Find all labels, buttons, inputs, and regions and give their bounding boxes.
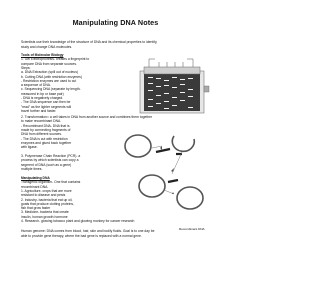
tools-heading: Tools of Molecular Biology bbox=[21, 53, 64, 57]
page-title: Manipulating DNA Notes bbox=[72, 18, 159, 27]
manipulating-line: resistant to disease and pests bbox=[21, 193, 66, 198]
manipulating-line: insulin, human growth hormone bbox=[21, 214, 68, 219]
transformation-line: - Recombinant DNA- DNA that is bbox=[21, 123, 70, 128]
gel-electrophoresis-figure bbox=[131, 56, 213, 116]
tools-line: - The DNA sequence can then be bbox=[21, 100, 71, 105]
pcr-line: multiple times. bbox=[21, 166, 43, 171]
manipulating-line: fish that grow faster bbox=[21, 206, 51, 211]
closing-line: Human genome: DNA comes from blood, hair, skin and bodily fluids. Goal is to one day be bbox=[21, 229, 155, 233]
recombinant-dna-figure bbox=[116, 124, 216, 232]
transformation-line: DNA from different sources. bbox=[21, 132, 63, 137]
manipulating-line: recombinant DNA. bbox=[21, 184, 49, 189]
transformation-line: - The DNA is cut with restriction bbox=[21, 136, 68, 141]
tools-line: a. DNA Extraction (spill out of nucleus) bbox=[21, 70, 79, 75]
tools-line: measured in bp or base pair) bbox=[21, 91, 64, 96]
manipulating-line: Transgenic organism- One that contains bbox=[21, 180, 81, 185]
pcr-line: process by which scientists can copy a bbox=[21, 158, 79, 163]
transformation-line: enzymes and glued back together bbox=[21, 140, 72, 145]
manipulating-line: 3. Medicine- bacteria that create bbox=[21, 210, 69, 215]
tools-line: - Restriction enzymes are used to cut bbox=[21, 78, 77, 83]
manipulating-line: 4. Research- glowing tobacco plant and glowing monkey for cancer research bbox=[21, 219, 135, 223]
intro-line: study and change DNA molecules. bbox=[21, 44, 73, 49]
tools-line: 1. Gel Electrophoresis- creates a fingerprint to bbox=[21, 57, 90, 62]
transformation-line: with ligase. bbox=[21, 145, 38, 150]
tools-line: a sequence of DNA. bbox=[21, 83, 51, 88]
intro-line: Scientists use their knowledge of the structure of DNA and its chemical properties to identify, bbox=[21, 40, 158, 44]
tools-line: b. Cutting DNA (with restriction enzymes) bbox=[21, 74, 82, 79]
pcr-line: segment of DNA (such as a gene) bbox=[21, 162, 72, 167]
tools-line: "read" as the lighter segments will bbox=[21, 104, 72, 109]
figure-caption: Recombinant DNA bbox=[179, 227, 205, 231]
pcr-line: 3. Polymerase Chain Reaction (PCR)- a bbox=[21, 154, 81, 158]
tools-line: travel further and faster. bbox=[21, 108, 57, 113]
manipulating-line: goats that produce clotting proteins, bbox=[21, 201, 74, 206]
tools-line: - DNA is negatively charged. bbox=[21, 96, 64, 100]
transformation-line: made by connecting fragments of bbox=[21, 127, 71, 132]
manipulating-line: 1. Agriculture- crops that are more bbox=[21, 188, 72, 193]
closing-line: able to provide gene therapy, where the bad gene is replaced with a normal gene. bbox=[21, 233, 142, 238]
transformation-line: 2. Transformation= a cell takes in DNA from another source and combines them together bbox=[21, 115, 153, 119]
tools-line: c. Sequencing DNA (separate by length- bbox=[21, 87, 81, 92]
tools-line: Steps: bbox=[21, 65, 31, 70]
manipulating-heading: Manipulating DNA bbox=[21, 176, 50, 180]
transformation-line: to make recombinant DNA. bbox=[21, 119, 62, 124]
manipulating-line: 2. Industry- bacteria that eat up oil, bbox=[21, 197, 73, 202]
tools-line: compare DNA from separate sources. bbox=[21, 61, 77, 66]
